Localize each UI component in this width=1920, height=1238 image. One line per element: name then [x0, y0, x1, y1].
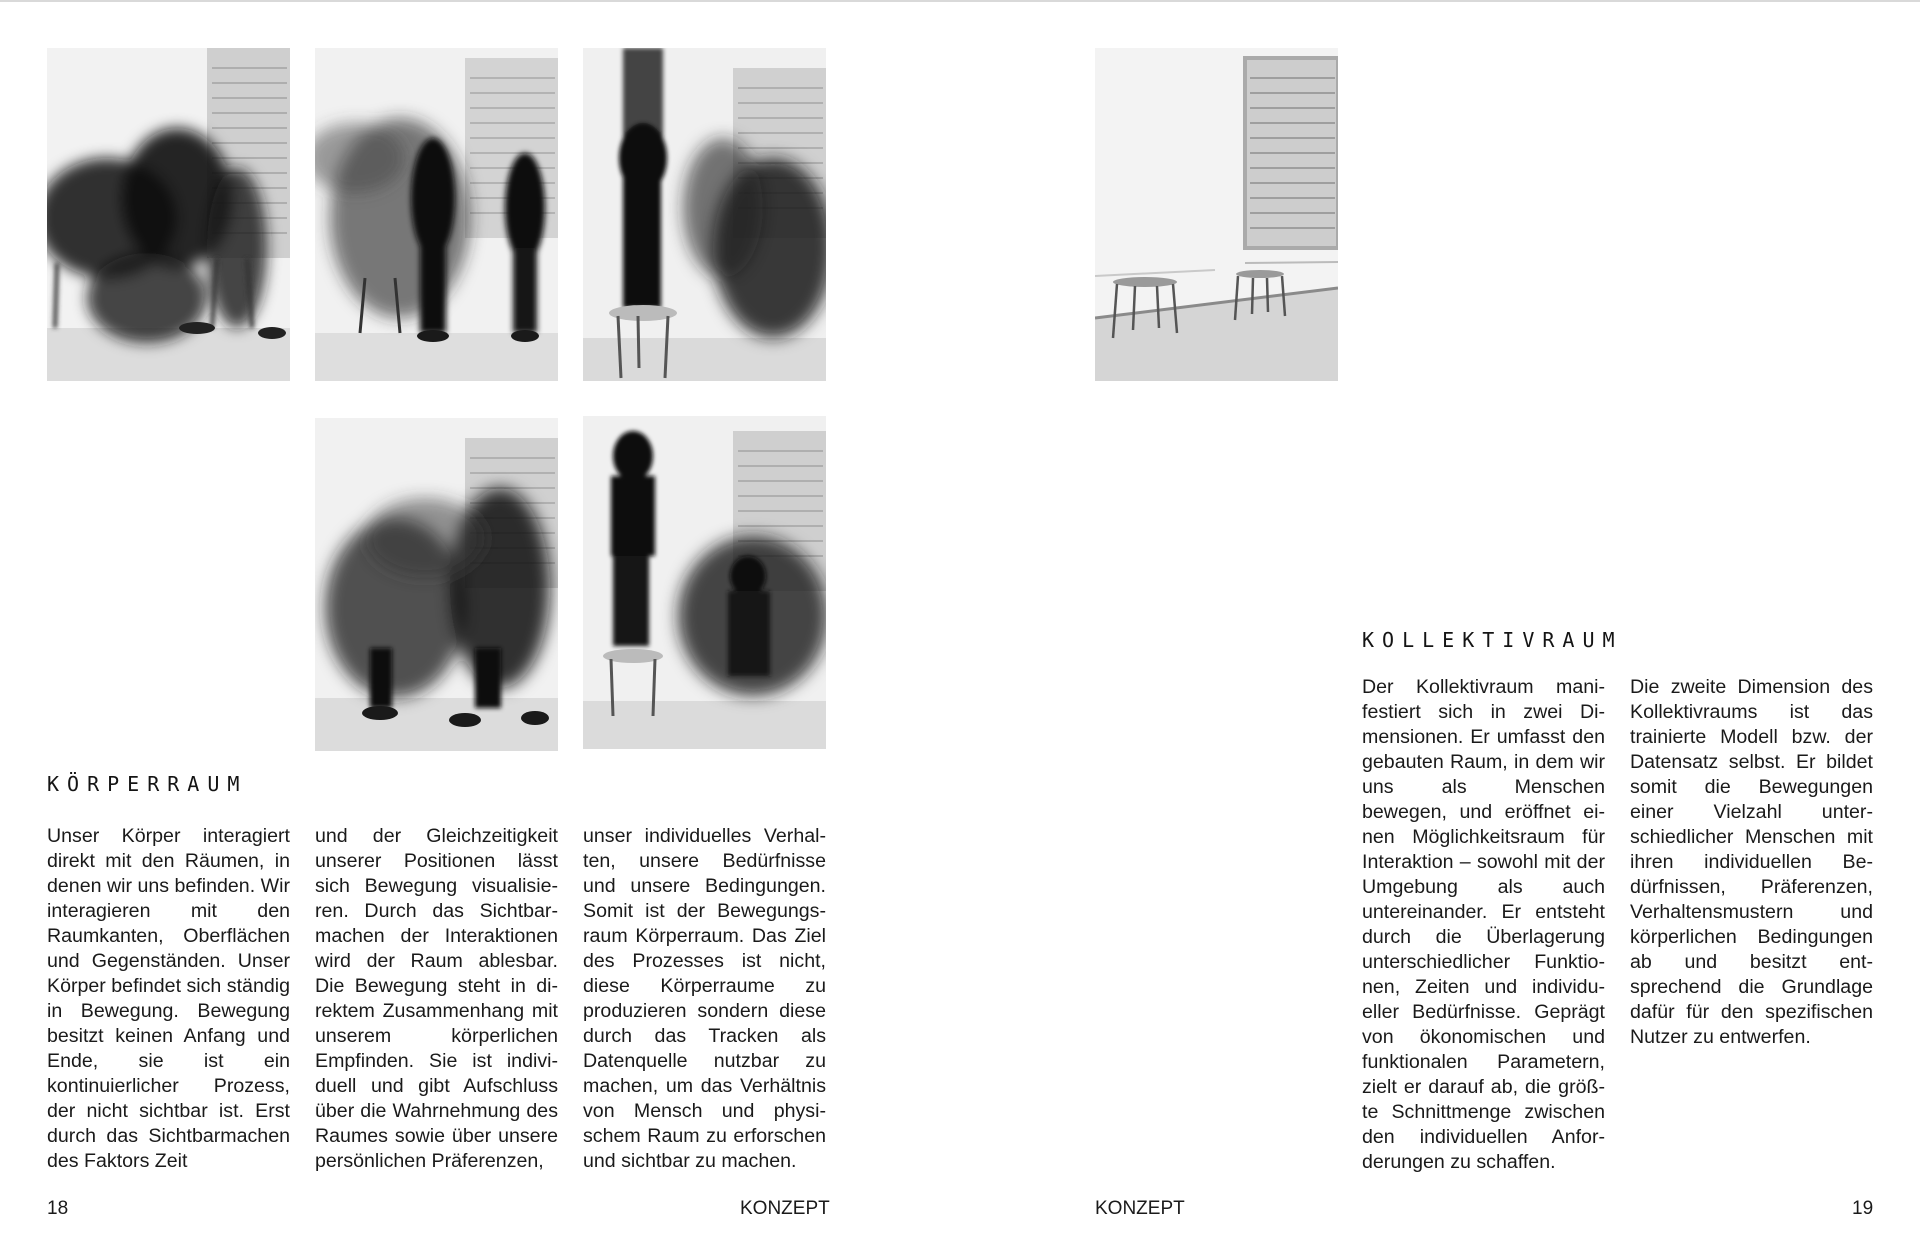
left-paragraph-1: Unser Körper interagiert direkt mit den Räumen, in denen wir uns befinden. Wir interagieren mit den Raumkanten, Oberflächen und Gegenständen. Unser Körper befindet sich ständig in Bewegung. Bewegung besitzt keinen Anfang und Ende, sie ist ein kontinuierlicher Prozess, der nicht sichtbar ist. Erst durch das Sichtbarmachen des Faktors Zeit [47, 825, 290, 1172]
photo-motion-blur-2 [315, 48, 558, 381]
photo-motion-blur-3 [583, 48, 826, 381]
right-paragraph-1: Der Kollektivraum manifestiert sich in zwei Dimensionen. Er umfasst den gebauten Raum, in dem wir uns als Menschen bewegen, und eröffnet einen Möglichkeitsraum für Interaktion – sowohl mit der Umgebung als auch untereinander. Er entsteht durch die Überlagerung unterschiedlicher Funktionen, Zeiten und individueller Bedürfnisse. Geprägt von ökonomischen und funktionalen Parametern, zielt er darauf ab, die größte Schnittmenge zwischen den individuellen Anforderungen zu schaffen. [1362, 676, 1605, 1173]
page-number-right: 19 [1852, 1198, 1874, 1219]
left-paragraph-2: und der Gleichzeitigkeit unserer Positionen lässt sich Bewegung visualisieren. Durch das Sichtbarmachen der Interaktionen wird der Raum ablesbar. Die Bewegung steht in direktem Zusammenhang mit unserem körperlichen Empfinden. Sie ist individuell und gibt Aufschluss über die Wahrnehmung des Raumes sowie über unsere persönlichen Präferenzen, [315, 825, 558, 1172]
right-text-column-1 [1362, 675, 1605, 1175]
left-paragraph-3: unser individuelles Verhalten, unsere Bedürfnisse und unsere Bedingungen. Somit ist der Bewegungsraum Körperraum. Das Ziel des Prozesses ist nicht, diese Körperraume zu produzieren sondern diese durch das Tracken als Datenquelle nutzbar zu machen, um das Verhältnis von Mensch und physischem Raum zu erforschen und sichtbar zu machen. [583, 825, 826, 1172]
top-border [0, 0, 1920, 2]
left-text-column-2 [315, 824, 558, 1174]
left-text-column-3 [583, 824, 826, 1174]
heading-kollektivraum: KOLLEKTIVRAUM [1362, 628, 1623, 652]
right-text-column-2 [1630, 675, 1873, 1050]
right-paragraph-2: Die zweite Dimension des Kollektivraums ist das trainierte Modell bzw. der Datensatz selbst. Er bildet somit die Bewegungen einer Vielzahl unterschiedlicher Menschen mit ihren individuellen Bedürfnissen, Präferenzen, Verhaltensmustern und körperlichen Bedingungen ab und besitzt entsprechend die Grundlage dafür für den spezifischen Nutzer zu entwerfen. [1630, 676, 1873, 1048]
photo-motion-blur-4 [315, 418, 558, 751]
photo-motion-blur-1 [47, 48, 290, 381]
page-number-left: 18 [47, 1198, 69, 1219]
running-title-right: KONZEPT [1095, 1198, 1185, 1219]
photo-motion-blur-5 [583, 416, 826, 749]
running-title-left: KONZEPT [740, 1198, 830, 1219]
heading-koerperraum: KÖRPERRAUM [47, 772, 248, 796]
left-text-column-1 [47, 824, 290, 1174]
photo-empty-room [1095, 48, 1338, 381]
